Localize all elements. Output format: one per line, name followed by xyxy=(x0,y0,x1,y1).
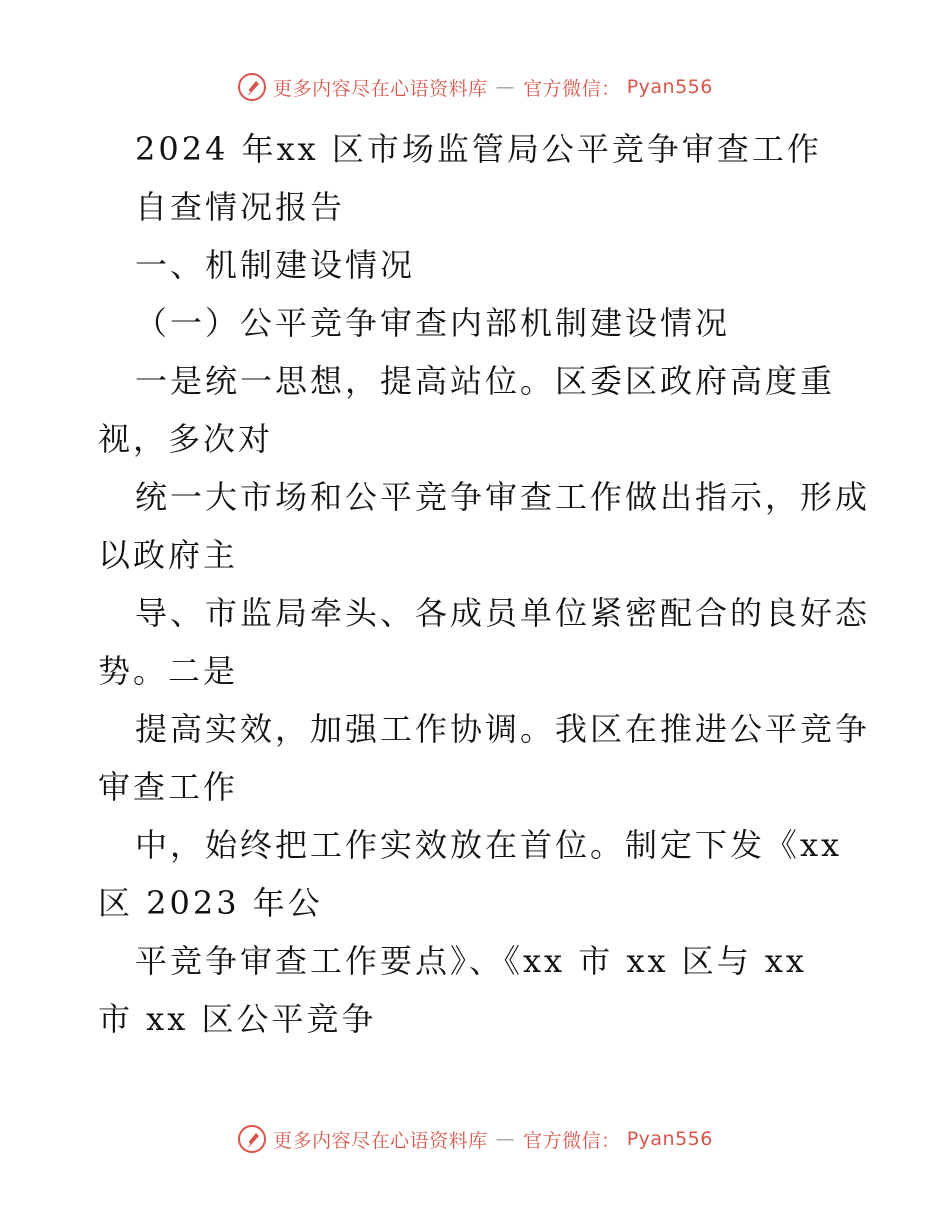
paragraph-line: 中，始终把工作实效放在首位。制定下发《xx xyxy=(135,826,843,864)
paragraph-line: 以政府主 xyxy=(98,536,239,574)
document-title-line-1: 2024 年xx 区市场监管局公平竞争审查工作 xyxy=(135,130,822,168)
pen-nib-logo-icon xyxy=(237,1124,267,1154)
watermark-official-label: 官方微信： xyxy=(523,1129,621,1152)
pen-nib-logo-icon xyxy=(237,72,267,102)
watermark-wechat-id: Pyan556 xyxy=(626,76,713,98)
paragraph-line: 平竞争审查工作要点》、《xx 市 xx 区与 xx xyxy=(135,942,807,980)
watermark-separator: — xyxy=(495,1128,516,1150)
paragraph-line: 提高实效，加强工作协调。我区在推进公平竞争 xyxy=(135,710,871,748)
paragraph-line: 审查工作 xyxy=(98,768,239,806)
footer-watermark xyxy=(0,1124,950,1154)
header-watermark xyxy=(0,72,950,102)
document-title-line-2: 自查情况报告 xyxy=(135,188,346,226)
section-heading: 一、机制建设情况 xyxy=(135,246,416,284)
paragraph-line: 导、市监局牵头、各成员单位紧密配合的良好态 xyxy=(135,594,871,632)
paragraph-line: 市 xx 区公平竞争 xyxy=(98,1000,377,1038)
paragraph-line: 区 2023 年公 xyxy=(98,884,323,922)
document-body xyxy=(0,120,950,1048)
watermark-official-label: 官方微信： xyxy=(523,77,621,100)
watermark-wechat-id: Pyan556 xyxy=(626,1128,713,1150)
watermark-text: 更多内容尽在心语资料库 xyxy=(273,77,488,100)
paragraph-line: 势。二是 xyxy=(98,652,239,690)
paragraph-line: 统一大市场和公平竞争审查工作做出指示，形成 xyxy=(135,478,871,516)
paragraph-line: 一是统一思想，提高站位。区委区政府高度重 xyxy=(135,362,836,400)
watermark-separator: — xyxy=(495,76,516,98)
subsection-heading: （一）公平竞争审查内部机制建设情况 xyxy=(135,304,731,342)
watermark-text: 更多内容尽在心语资料库 xyxy=(273,1129,488,1152)
paragraph-line: 视，多次对 xyxy=(98,420,274,458)
